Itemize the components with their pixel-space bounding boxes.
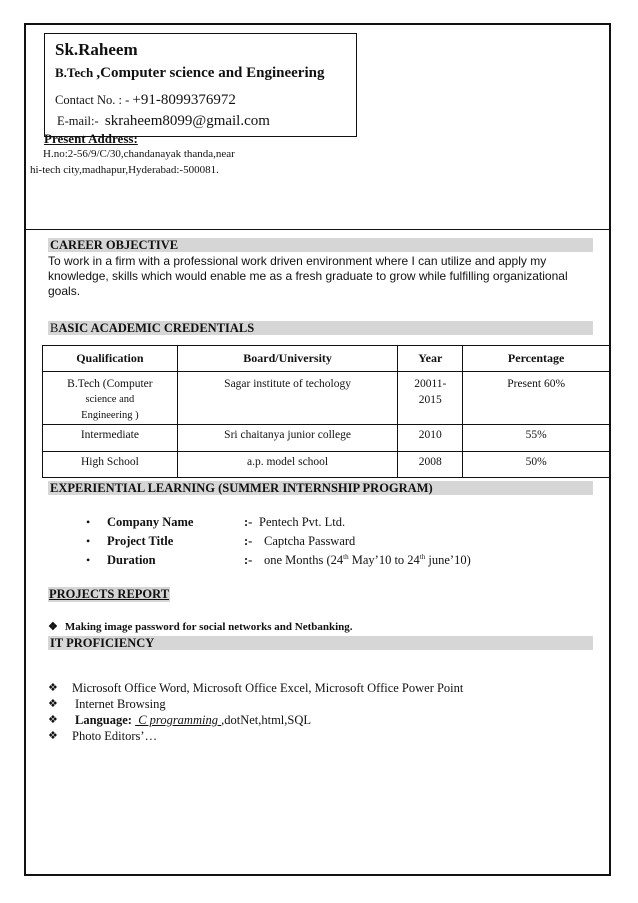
table-header-row xyxy=(43,346,610,372)
item-text: Internet Browsing xyxy=(75,697,166,711)
item-label: Duration xyxy=(107,553,156,567)
duration-sup: th xyxy=(419,553,426,561)
cell-year: 2010 xyxy=(398,425,463,452)
language-underlined: C programming xyxy=(135,713,222,727)
resume-page xyxy=(24,23,611,876)
career-objective-heading: CAREER OBJECTIVE xyxy=(48,238,593,252)
credentials-heading xyxy=(48,321,593,335)
project-item xyxy=(48,620,353,633)
table-row xyxy=(43,425,610,452)
item-value xyxy=(264,553,471,568)
address-line-1: H.no:2-56/9/C/30,chandanayak thanda,near xyxy=(43,148,235,160)
year-line: 20011- xyxy=(414,378,447,390)
diamond-bullet-icon: ❖ xyxy=(48,621,58,633)
item-text: Photo Editors’… xyxy=(72,729,158,743)
projects-heading: PROJECTS REPORT xyxy=(49,587,170,601)
item-text xyxy=(75,713,311,728)
cell-qualification xyxy=(43,372,178,425)
qualification-line: B.Tech (Computer xyxy=(67,378,153,390)
candidate-name: Sk.Raheem xyxy=(55,40,138,59)
qualification-line: science and xyxy=(85,394,135,405)
table-row xyxy=(43,372,610,425)
degree-name: ,Computer science and Engineering xyxy=(96,65,325,81)
email-label: E-mail:- xyxy=(57,114,99,128)
cell-percentage: Present 60% xyxy=(463,372,610,425)
internship-heading: EXPERIENTIAL LEARNING (SUMMER INTERNSHIP PROGRAM) xyxy=(48,481,593,495)
language-rest: ,dotNet,html,SQL xyxy=(221,713,312,727)
item-value: Pentech Pvt. Ltd. xyxy=(259,515,346,529)
duration-part: one Months (24 xyxy=(264,553,344,568)
qualification-line: Engineering ) xyxy=(81,410,139,421)
cell-qualification: Intermediate xyxy=(43,425,178,452)
item-label: Project Title xyxy=(107,534,174,548)
cell-qualification: High School xyxy=(43,452,178,478)
duration-part: May’10 to 24 xyxy=(348,553,420,568)
credentials-table xyxy=(42,345,610,478)
address-line-2: hi-tech city,madhapur,Hyderabad:-500081. xyxy=(30,164,219,176)
item-separator: :- xyxy=(244,534,253,548)
item-value: Captcha Passward xyxy=(264,534,356,548)
project-text: Making image password for social networks and Netbanking. xyxy=(64,621,353,633)
contact-line xyxy=(55,92,236,109)
email-line xyxy=(57,113,270,130)
diamond-bullet-icon: ❖ xyxy=(48,730,58,742)
cell-board: Sagar institute of techology xyxy=(177,372,398,425)
item-separator: :- xyxy=(244,553,253,567)
credentials-heading-initial: B xyxy=(50,321,59,335)
col-qualification: Qualification xyxy=(43,346,178,372)
duration-part: june’10) xyxy=(425,553,471,568)
bullet-icon: • xyxy=(86,553,91,567)
contact-label: Contact No. : - xyxy=(55,93,130,107)
col-board: Board/University xyxy=(177,346,398,372)
it-proficiency-heading: IT PROFICIENCY xyxy=(48,636,593,650)
cell-percentage: 50% xyxy=(463,452,610,478)
cell-year: 2008 xyxy=(398,452,463,478)
diamond-bullet-icon: ❖ xyxy=(48,714,58,726)
contact-number: +91-8099376972 xyxy=(132,92,236,108)
bullet-icon: • xyxy=(86,515,91,529)
career-objective-text: To work in a firm with a professional work driven environment where I can utilize and apply my knowledge, skills which would enable me as a fresh graduate to grow while fulfilling organizational goals. xyxy=(48,254,568,298)
cell-board: a.p. model school xyxy=(177,452,398,478)
cell-year xyxy=(398,372,463,425)
divider xyxy=(24,229,611,230)
language-label: Language: xyxy=(75,713,132,727)
address-title: Present Address: xyxy=(44,131,138,146)
cell-percentage: 55% xyxy=(463,425,610,452)
item-text: Microsoft Office Word, Microsoft Office Excel, Microsoft Office Power Point xyxy=(72,681,464,695)
diamond-bullet-icon: ❖ xyxy=(48,698,58,710)
table-row xyxy=(43,452,610,478)
credentials-heading-rest: ASIC ACADEMIC CREDENTIALS xyxy=(58,321,255,335)
col-year: Year xyxy=(398,346,463,372)
cell-board: Sri chaitanya junior college xyxy=(177,425,398,452)
degree-line xyxy=(55,65,324,82)
duration-sup: th xyxy=(343,553,349,561)
email-address[interactable]: skraheem8099@gmail.com xyxy=(104,113,270,129)
degree-prefix: B.Tech xyxy=(55,65,94,80)
year-line: 2015 xyxy=(418,394,442,406)
col-percentage: Percentage xyxy=(463,346,610,372)
diamond-bullet-icon: ❖ xyxy=(48,682,58,694)
item-label: Company Name xyxy=(107,515,194,529)
bullet-icon: • xyxy=(86,534,91,548)
header-box xyxy=(44,33,357,137)
item-separator: :- xyxy=(244,515,253,529)
